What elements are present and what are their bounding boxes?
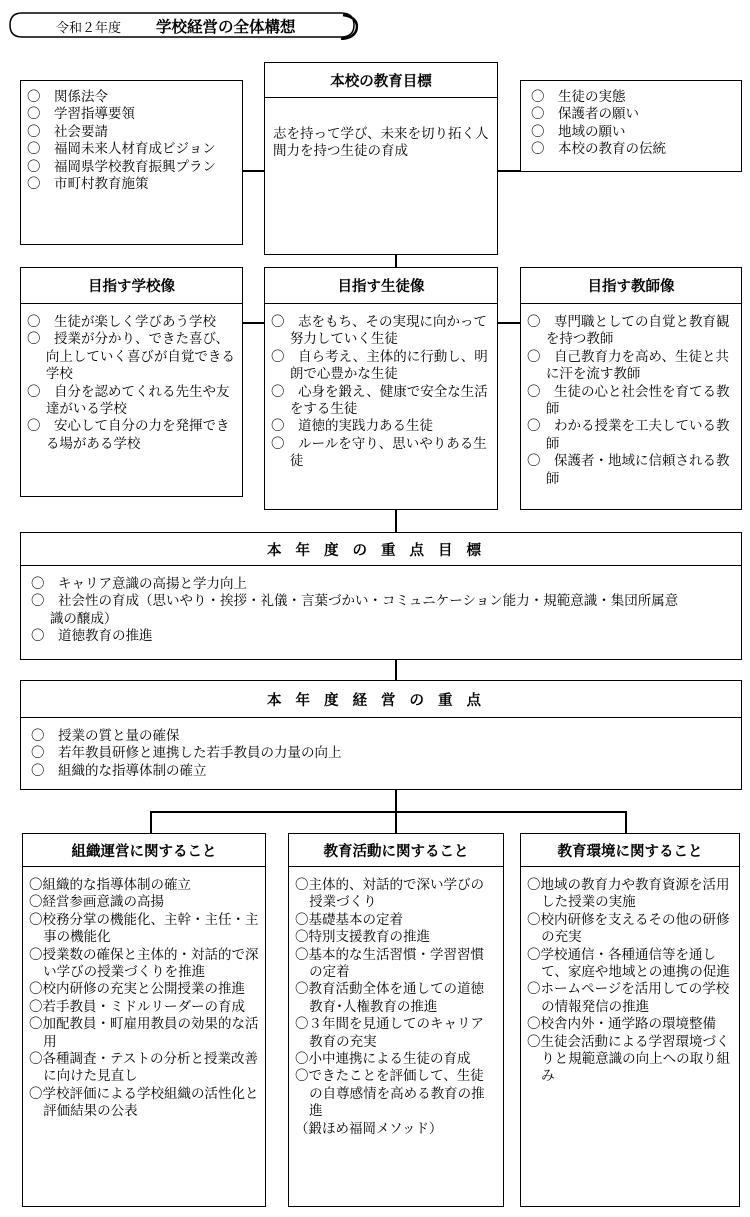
list-item: 〇できたことを評価して、生徒の自尊感情を高める教育の推進 bbox=[295, 1068, 485, 1120]
student-image-box bbox=[264, 267, 498, 510]
list-item: 〇 授業が分かり、できた喜び、向上していく喜びが自覚できる学校 bbox=[27, 331, 235, 383]
list-item: 〇 保護者・地域に信頼される教師 bbox=[527, 453, 730, 487]
list-item: 〇 授業の質と量の確保 bbox=[31, 728, 180, 744]
page-title: 学校経営の全体構想 bbox=[156, 18, 296, 36]
list-item: 〇 関係法令 bbox=[27, 89, 108, 105]
teacher-image-list bbox=[521, 304, 741, 498]
school-image-box bbox=[20, 267, 243, 497]
list-item: 〇 組織的な指導体制の確立 bbox=[31, 762, 207, 779]
education-goal-header: 本校の教育目標 bbox=[265, 63, 497, 98]
list-item: 〇小中連携による生徒の育成 bbox=[295, 1051, 471, 1068]
list-item: 〇 学習指導要領 bbox=[27, 106, 135, 123]
list-item: 〇 キャリア意識の高揚と学力向上 bbox=[31, 576, 247, 592]
list-item: 〇授業数の確保と主体的・対話的で深い学びの授業づくりを推進 bbox=[29, 946, 259, 981]
list-item: 〇 社会性の育成（思いやり・挨拶・礼儀・言葉づかい・コミュニケーション能力・規範意識・集団所属意識の醸成） bbox=[31, 593, 679, 627]
teacher-image-header: 目指す教師像 bbox=[521, 268, 741, 304]
list-item: 〇組織的な指導体制の確立 bbox=[29, 877, 191, 893]
list-item: 〇 自分を認めてくれる先生や友達がいる学校 bbox=[27, 383, 230, 418]
student-image-list bbox=[265, 304, 497, 481]
list-item: 〇ホームページを活用しての学校の情報発信の推進 bbox=[527, 981, 730, 1015]
edu-box bbox=[288, 833, 504, 1207]
list-item: 〇 わかる授業を工夫している教師 bbox=[527, 418, 730, 452]
list-item: 〇基本的な生活習慣・学習習慣の定着 bbox=[295, 946, 484, 981]
list-item: 〇地域の教育力や教育資源を活用した授業の実施 bbox=[527, 877, 730, 911]
banner-year: 令和２年度 bbox=[56, 21, 122, 36]
annual-goals-box bbox=[20, 532, 742, 660]
org-list bbox=[23, 867, 265, 1131]
list-item: 〇各種調査・テストの分析と授業改善に向けた見直し bbox=[29, 1051, 258, 1085]
list-item: 〇 専門職としての自覚と教育観を持つ教師 bbox=[527, 314, 730, 348]
school-image-header: 目指す学校像 bbox=[21, 268, 242, 304]
list-item: 〇 生徒が楽しく学びあう学校 bbox=[27, 314, 216, 330]
list-item: 〇 地域の願い bbox=[531, 123, 626, 140]
env-box bbox=[520, 833, 740, 1207]
list-item: 〇生徒会活動による学習環境づくりと規範意識の向上への取り組み bbox=[527, 1033, 731, 1085]
list-item: 〇 福岡未来人材育成ビジョン bbox=[27, 141, 216, 158]
env-header: 教育環境に関すること bbox=[521, 834, 739, 867]
list-item: 〇 自己教育力を高め、生徒と共に汗を流す教師 bbox=[527, 348, 729, 383]
edu-list bbox=[289, 867, 503, 1148]
student-image-header: 目指す生徒像 bbox=[265, 268, 497, 304]
management-focus-header: 本年度経営の重点 bbox=[21, 681, 741, 718]
teacher-image-box bbox=[520, 267, 742, 510]
list-item: 〇 志をもち、その実現に向かって努力していく生徒 bbox=[271, 314, 487, 348]
list-item: 〇 生徒の心と社会性を育てる教師 bbox=[527, 383, 730, 418]
list-item: 〇 心身を鍛え、健康で安全な生活をする生徒 bbox=[271, 383, 488, 418]
list-item: （鍛ほめ福岡メソッド） bbox=[295, 1120, 443, 1137]
list-item: 〇校舎内外・通学路の環境整備 bbox=[527, 1016, 716, 1033]
list-item: 〇 社会要請 bbox=[27, 123, 108, 140]
management-focus-box bbox=[20, 680, 742, 790]
annual-goals-list bbox=[21, 566, 691, 656]
list-item: 〇 ルールを守り、思いやりある生徒 bbox=[271, 435, 487, 470]
legal-basis-box bbox=[20, 80, 243, 245]
context-list bbox=[531, 89, 731, 159]
list-item: 〇経営参画意識の高揚 bbox=[29, 894, 164, 911]
list-item: 〇特別支援教育の推進 bbox=[295, 929, 430, 946]
title-banner bbox=[8, 10, 358, 40]
list-item: 〇校内研修を支えるその他の研修の充実 bbox=[527, 911, 730, 946]
org-header: 組織運営に関すること bbox=[23, 834, 265, 867]
list-item: 〇 保護者の願い bbox=[531, 106, 639, 123]
list-item: 〇 福岡県学校教育振興プラン bbox=[27, 158, 216, 175]
list-item: 〇校内研修の充実と公開授業の推進 bbox=[29, 981, 245, 998]
context-box bbox=[520, 80, 742, 172]
env-list bbox=[521, 867, 739, 1096]
list-item: 〇学校通信・各種通信等を通して、家庭や地域との連携の促進 bbox=[527, 946, 730, 981]
list-item: 〇 安心して自分の力を発揮できる場がある学校 bbox=[27, 418, 230, 452]
edu-header: 教育活動に関すること bbox=[289, 834, 503, 867]
list-item: 〇主体的、対話的で深い学びの授業づくり bbox=[295, 877, 484, 911]
legal-basis-list bbox=[27, 89, 236, 193]
list-item: 〇加配教員・町雇用教員の効果的な活用 bbox=[29, 1016, 259, 1050]
list-item: 〇 生徒の実態 bbox=[531, 89, 626, 105]
education-goal-box bbox=[264, 62, 498, 255]
org-box bbox=[22, 833, 266, 1207]
list-item: 〇基礎基本の定着 bbox=[295, 911, 403, 928]
education-goal-text: 志を持って学び、未来を切り拓く人間力を持つ生徒の育成 bbox=[273, 126, 489, 160]
list-item: 〇３年間を見通してのキャリア教育の充実 bbox=[295, 1016, 484, 1050]
list-item: 〇 市町村教育施策 bbox=[27, 176, 149, 193]
list-item: 〇 本校の教育の伝統 bbox=[531, 141, 666, 158]
list-item: 〇 若年教員研修と連携した若手教員の力量の向上 bbox=[31, 745, 342, 762]
list-item: 〇教育活動全体を通しての道徳教育･人権教育の推進 bbox=[295, 981, 484, 1015]
list-item: 〇 道徳的実践力ある生徒 bbox=[271, 418, 433, 435]
list-item: 〇学校評価による学校組織の活性化と評価結果の公表 bbox=[29, 1085, 259, 1120]
annual-goals-header: 本年度の重点目標 bbox=[21, 533, 741, 566]
list-item: 〇若手教員・ミドルリーダーの育成 bbox=[29, 998, 245, 1015]
management-focus-list bbox=[21, 718, 741, 790]
list-item: 〇校務分掌の機能化、主幹・主任・主事の機能化 bbox=[29, 911, 259, 946]
list-item: 〇 自ら考え、主体的に行動し、明朗で心豊かな生徒 bbox=[271, 348, 488, 383]
school-image-list bbox=[21, 304, 242, 463]
list-item: 〇 道徳教育の推進 bbox=[31, 628, 153, 645]
